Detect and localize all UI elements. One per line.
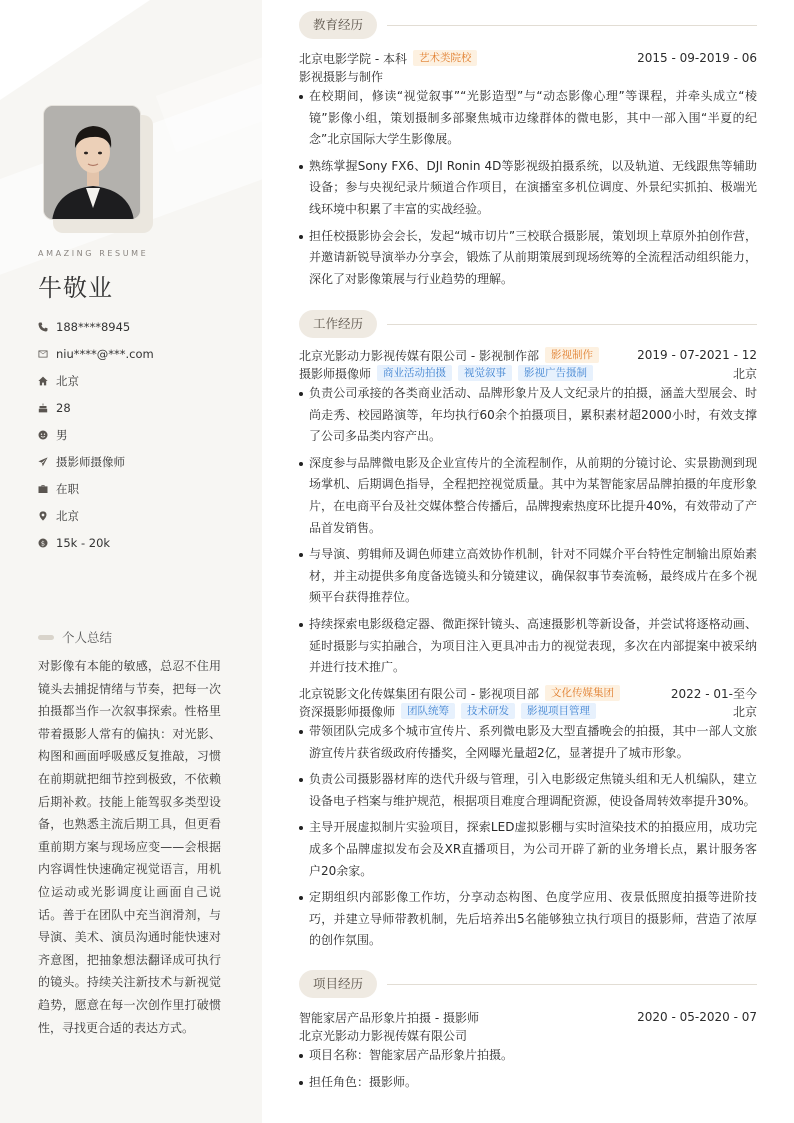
bullet-item: 持续探索电影级稳定器、微距探针镜头、高速摄影机等新设备，并尝试将逐格动画、延时摄影与实拍融合，为项目注入更具冲击力的视觉表现，多次在内部提案中被采纳并进行技术推广。 [299,614,757,679]
education-entry [299,49,757,295]
role-tag: 团队统筹 [401,703,455,719]
briefcase-icon [38,484,48,494]
bullet-list [299,383,757,679]
home-icon [38,376,48,386]
email-icon [38,349,48,359]
location-icon [38,511,48,521]
project-section-header [299,970,757,998]
bullet-item: 带领团队完成多个城市宣传片、系列微电影及大型直播晚会的拍摄，其中一部人文旅游宣传片获省级政府传播奖，全网曝光量超2亿，显著提升了城市形象。 [299,721,757,764]
entry-header [299,1008,757,1026]
info-text: 28 [56,400,71,415]
bullet-item: 在校期间，修读“视觉叙事”“光影造型”与“动态影像心理”等课程，并牵头成立“棱镜”影像小组，策划摄制多部聚焦城市边缘群体的微电影，其中一部入围“半夏的纪念”北京国际大学生影像展。 [299,86,757,151]
company-tag: 影视制作 [545,347,599,363]
bullet-item: 负责公司摄影器材库的迭代升级与管理，引入电影级定焦镜头组和无人机编队，建立设备电子档案与维护规范，根据项目难度合理调配资源，使设备周转效率提升30%。 [299,769,757,812]
role-tag: 影视广告摄制 [518,365,593,381]
info-item-location [38,502,238,529]
summary-heading [38,628,112,646]
role-tag: 影视项目管理 [521,703,596,719]
info-text: 男 [56,427,68,442]
salary-icon [38,538,48,548]
entry-subheader [299,1026,757,1044]
entry-subheader [299,67,757,85]
bullet-item: 负责公司承接的各类商业活动、品牌形象片及人文纪录片的拍摄，涵盖大型展会、时尚走秀、校园路演等，年均执行60余个拍摄项目，累积素材超2000小时，有效支撑了公司多品类内容产出。 [299,383,757,448]
bullet-list [299,1045,757,1093]
heading-bar [38,635,54,640]
entry-date: 2015 - 09-2019 - 06 [637,51,757,65]
company-name: 北京锐影文化传媒集团有限公司 - 影视项目部 [299,686,539,701]
role-title: 摄影师摄像师 [299,366,372,381]
info-item-position [38,448,238,475]
bullet-list [299,86,757,290]
info-text: 188****8945 [56,319,131,334]
entry-header [299,346,757,364]
bullet-item: 主导开展虚拟制片实验项目，探索LED虚拟影棚与实时渲染技术的拍摄应用，成功完成多个品牌虚拟发布会及XR直播项目，为公司开辟了新的业务增长点，累计服务客户20余家。 [299,817,757,882]
svg-text:$: $ [40,538,46,547]
bullet-item: 担任校摄影协会会长，发起“城市切片”三校联合摄影展，策划坝上草原外拍创作营，并邀请新锐导演举办分享会，锻炼了从前期策展到现场统筹的全流程活动组织能力，深化了对影像策展与行业趋势的理解。 [299,226,757,291]
bullet-item: 与导演、剪辑师及调色师建立高效协作机制，针对不同媒介平台特性定制输出原始素材，并主动提供多角度备选镜头和分镜建议，确保叙事节奏流畅，最终成片在多个视频平台获得推荐位。 [299,544,757,609]
section-title: 项目经历 [299,970,377,998]
work-section-header [299,310,757,338]
info-text: 摄影师摄像师 [56,454,125,469]
entry-header [299,49,757,67]
info-item-salary [38,529,238,556]
profile-photo [43,105,141,220]
info-item-status [38,475,238,502]
info-text: 在职 [56,481,79,496]
education-section-header [299,11,757,39]
avatar [43,105,141,220]
bullet-item: 项目名称：智能家居产品形象片拍摄。 [299,1045,757,1067]
bullet-item: 定期组织内部影像工作坊，分享动态构图、色度学应用、夜景低照度拍摄等进阶技巧，并建立导师带教机制，先后培养出5名能够独立执行项目的摄影师，营造了浓厚的创作氛围。 [299,887,757,952]
send-icon [38,457,48,467]
brand-label: AMAZING RESUME [38,249,149,258]
project-entry [299,1008,757,1098]
bullet-item: 深度参与品牌微电影及企业宣传片的全流程制作，从前期的分镜讨论、实景勘测到现场掌机、后期调色指导，全程把控视觉质量。其中为某智能家居品牌拍摄的年度形象片，在电商平台及社交媒体整合传播后，品牌搜索热度环比提升40%，有效带动了产品首发销售。 [299,453,757,539]
role-tag: 技术研发 [461,703,515,719]
entry-header [299,684,757,702]
school-tag: 艺术类院校 [413,50,478,66]
entry-subheader [299,364,757,382]
company-name: 北京光影动力影视传媒有限公司 - 影视制作部 [299,348,539,363]
school-name: 北京电影学院 - 本科 [299,51,407,66]
info-text: 北京 [56,508,79,523]
entry-date: 2019 - 07-2021 - 12 [637,348,757,362]
gender-icon [38,430,48,440]
entry-subheader [299,702,757,720]
phone-icon [38,322,48,332]
info-text: 15k - 20k [56,535,111,550]
entry-city: 北京 [732,704,757,719]
sidebar [0,0,262,1123]
role-tag: 视觉叙事 [458,365,512,381]
section-divider [387,984,757,985]
decorative-triangle [0,0,150,100]
entry-date: 2020 - 05-2020 - 07 [637,1010,757,1024]
contact-info-list [38,313,238,556]
cake-icon [38,403,48,413]
section-divider [387,25,757,26]
work-entry [299,346,757,684]
project-name: 智能家居产品形象片拍摄 - 摄影师 [299,1010,479,1025]
info-item-gender [38,421,238,448]
info-item-city [38,367,238,394]
section-divider [387,324,757,325]
section-title: 工作经历 [299,310,377,338]
candidate-name: 牛敬业 [38,274,113,302]
work-entry [299,684,757,957]
major: 影视摄影与制作 [299,69,384,84]
company-tag: 文化传媒集团 [545,685,620,701]
info-text: 北京 [56,373,79,388]
bullet-list [299,721,757,952]
info-text: niu****@***.com [56,346,154,361]
info-item-phone [38,313,238,340]
info-item-email [38,340,238,367]
summary-text: 对影像有本能的敏感，总忍不住用镜头去捕捉情绪与节奏，把每一次拍摄都当作一次叙事探索。性格里带着摄影人常有的偏执：对光影、构图和画面呼吸感反复推敲，习惯在前期就把细节控到极致，不依赖后期补救。技能上能驾驭多类型设备，也熟悉主流后期工具，但更看重前期方案与现场应变——会根据内容调性快速确定视觉语言，用机位运动或光影调度让画面自己说话。善于在团队中充当润滑剂，与导演、美术、演员沟通时能快速对齐意图，把抽象想法翻译成可执行的镜头。持续关注新技术与新视觉趋势，愿意在每一次创作里打破惯性，寻找更合适的表达方式。 [38,659,221,1035]
entry-date: 2022 - 01-至今 [670,686,757,701]
role-tag: 商业活动拍摄 [377,365,452,381]
bullet-item: 担任角色：摄影师。 [299,1072,757,1094]
role-title: 资深摄影师摄像师 [299,704,396,719]
bullet-item: 熟练掌握Sony FX6、DJI Ronin 4D等影视级拍摄系统，以及轨道、无线跟焦等辅助设备；参与央视纪录片频道合作项目，在演播室多机位调度、外景纪实抓拍、极端光线环境中积累了丰富的实战经验。 [299,156,757,221]
project-company: 北京光影动力影视传媒有限公司 [299,1028,468,1043]
section-title: 教育经历 [299,11,377,39]
entry-city: 北京 [732,366,757,381]
info-item-age [38,394,238,421]
summary-title: 个人总结 [62,630,113,645]
